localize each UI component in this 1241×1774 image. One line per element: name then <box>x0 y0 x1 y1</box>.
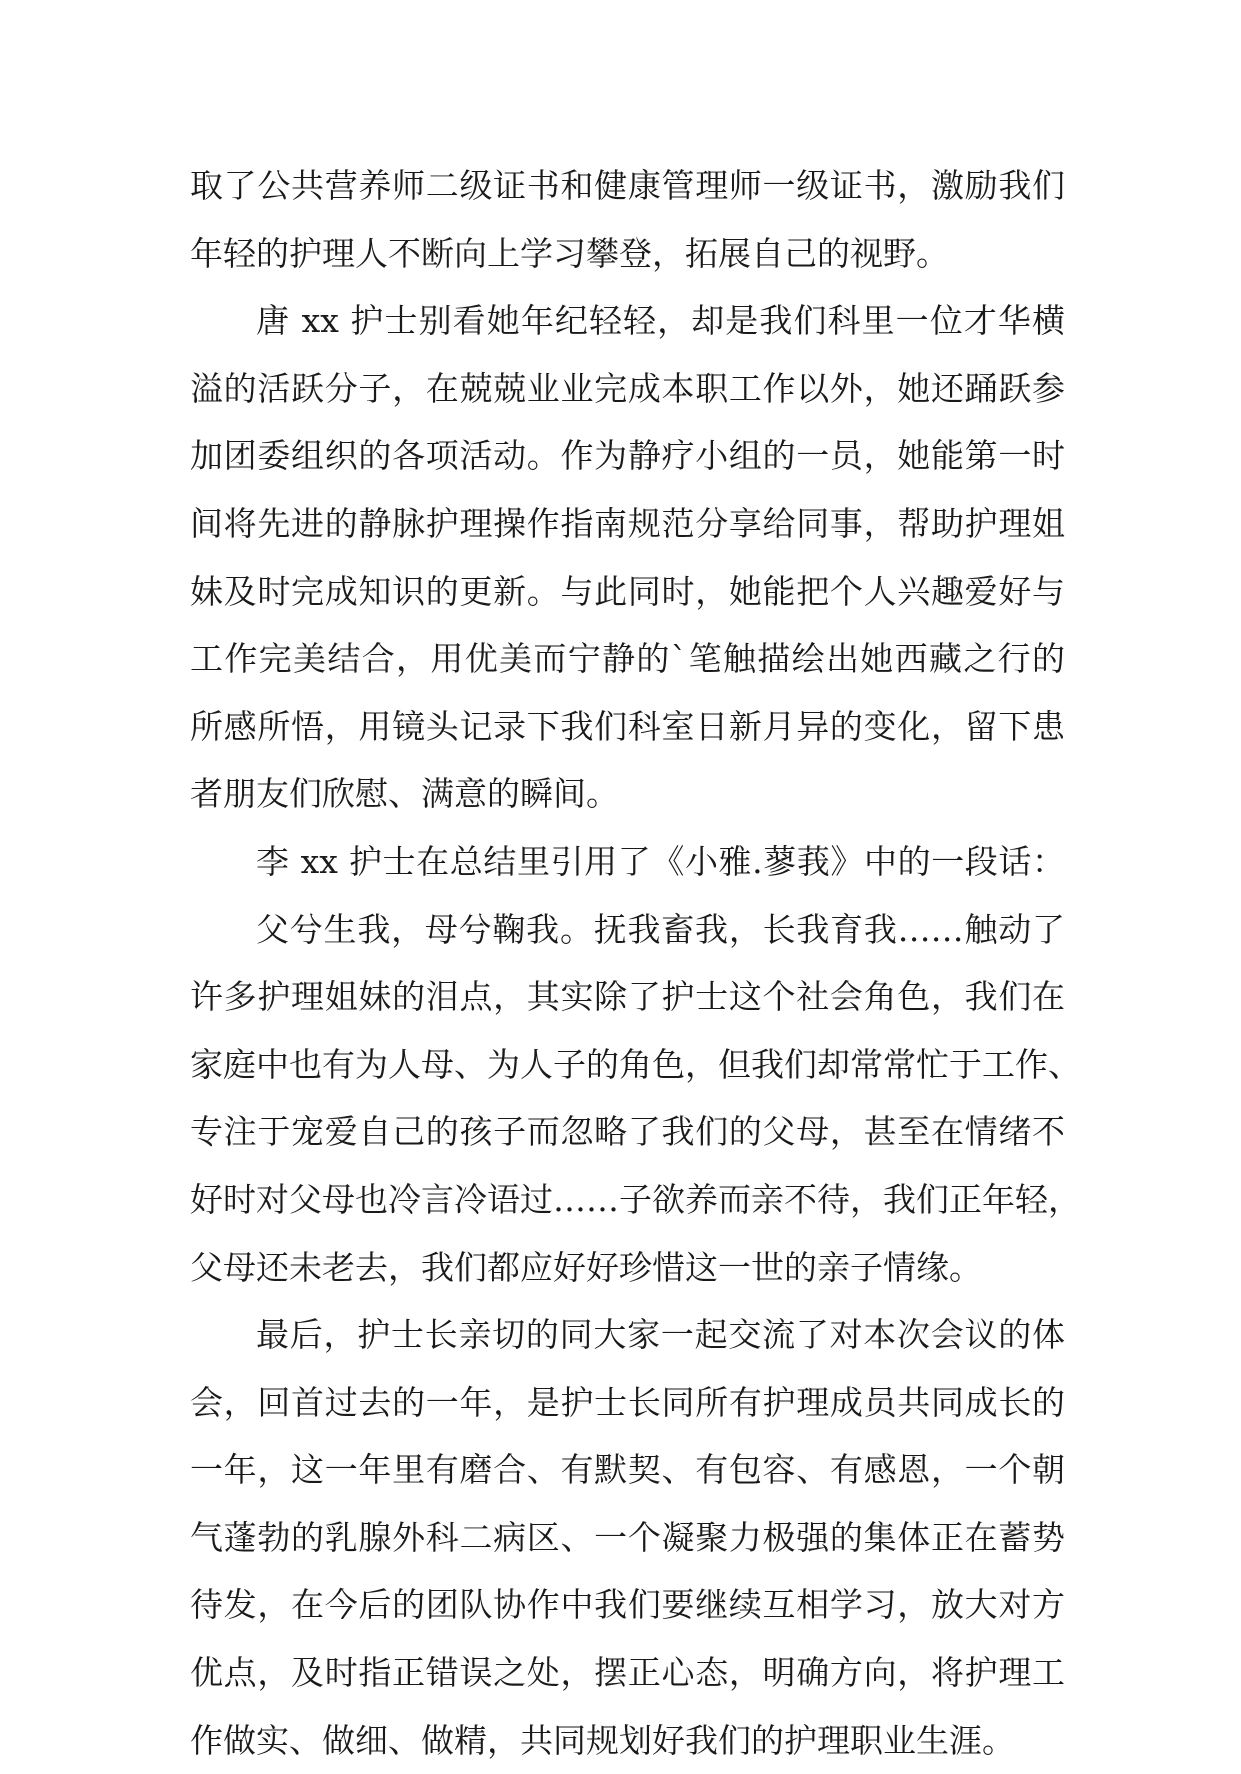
text-line: 优点，及时指正错误之处，摆正心态，明确方向，将护理工 <box>190 1653 1065 1693</box>
text-line: 作做实、做细、做精，共同规划好我们的护理职业生涯。 <box>190 1720 1015 1760</box>
text-line: 溢的活跃分子，在兢兢业业完成本职工作以外，她还踊跃参 <box>190 368 1065 408</box>
text-line: 许多护理姐妹的泪点，其实除了护士这个社会角色，我们在 <box>190 977 1065 1017</box>
text-line: 所感所悟，用镜头记录下我们科室日新月异的变化，留下患 <box>190 706 1065 746</box>
text-line: 父兮生我，母兮鞠我。抚我畜我，长我育我……触动了 <box>256 909 1065 949</box>
text-line: 会，回首过去的一年，是护士长同所有护理成员共同成长的 <box>190 1382 1065 1422</box>
text-line: 年轻的护理人不断向上学习攀登，拓展自己的视野。 <box>190 233 949 273</box>
text-line: 最后，护士长亲切的同大家一起交流了对本次会议的体 <box>256 1315 1065 1355</box>
text-line: 一年，这一年里有磨合、有默契、有包容、有感恩，一个朝 <box>190 1450 1065 1490</box>
text-line: 工作完美结合，用优美而宁静的`笔触描绘出她西藏之行的 <box>190 639 1065 679</box>
document-body <box>190 152 1081 1774</box>
text-line: 唐 xx 护士别看她年纪轻轻，却是我们科里一位才华横 <box>256 301 1065 341</box>
text-line: 待发，在今后的团队协作中我们要继续互相学习，放大对方 <box>190 1585 1065 1625</box>
text-line: 加团委组织的各项活动。作为静疗小组的一员，她能第一时 <box>190 436 1065 476</box>
text-line: 间将先进的静脉护理操作指南规范分享给同事，帮助护理姐 <box>190 503 1065 543</box>
text-line: 李 xx 护士在总结里引用了《小雅.蓼莪》中的一段话： <box>256 841 1065 881</box>
text-line: 取了公共营养师二级证书和健康管理师一级证书，激励我们 <box>190 166 1065 205</box>
text-line: 者朋友们欣慰、满意的瞬间。 <box>190 774 619 814</box>
text-line: 家庭中也有为人母、为人子的角色，但我们却常常忙于工作、 <box>190 1044 1081 1084</box>
text-line: 好时对父母也冷言冷语过……子欲养而亲不待，我们正年轻， <box>190 1179 1081 1219</box>
text-line: 专注于宠爱自己的孩子而忽略了我们的父母，甚至在情绪不 <box>190 1112 1065 1152</box>
text-line: 气蓬勃的乳腺外科二病区、一个凝聚力极强的集体正在蓄势 <box>190 1517 1065 1557</box>
text-line: 父母还未老去，我们都应好好珍惜这一世的亲子情缘。 <box>190 1247 982 1287</box>
text-line: 妹及时完成知识的更新。与此同时，她能把个人兴趣爱好与 <box>190 571 1065 611</box>
